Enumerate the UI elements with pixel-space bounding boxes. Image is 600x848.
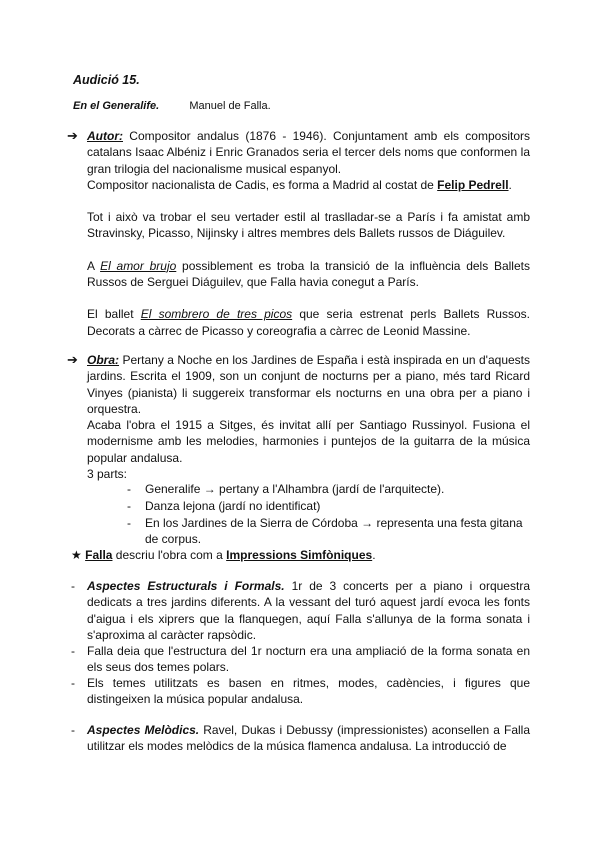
arrow-icon: ➔	[67, 128, 78, 143]
aspectes-melodics	[87, 722, 530, 755]
autor-paragraph	[87, 128, 530, 177]
autor-paragraph-3: Tot i això va trobar el seu vertader estil al traslladar-se a París i fa amistat amb Stravinsky, Picasso, Nijinsky i altres membres dels Ballets russos de Diáguilev.	[87, 210, 530, 241]
autor-label: Autor:	[87, 129, 123, 143]
aspectes-melodics-label: Aspectes Melòdics.	[87, 723, 200, 737]
obra-section	[87, 352, 530, 482]
bullet-dash: -	[127, 482, 131, 496]
parts-label: 3 parts:	[87, 467, 128, 482]
autor-section	[87, 128, 530, 339]
falla-name: Falla	[85, 548, 113, 562]
autor-paragraph-2: Compositor nacionalista de Cadis, es forma a Madrid al costat de Felip Pedrell.	[87, 177, 512, 192]
felip-pedrell: Felip Pedrell	[437, 177, 509, 192]
bullet-dash: -	[127, 516, 131, 530]
el-sombrero-de-tres-picos: El sombrero de tres picos	[140, 307, 293, 322]
part-item: Generalife → pertany a l'Alhambra (jardí de l'arquitecte).	[145, 482, 445, 496]
bullet-dash: -	[71, 676, 75, 690]
part-item: En los Jardines de la Sierra de Córdoba → representa una festa gitana de corpus.	[145, 516, 523, 547]
obra-paragraph: Obra: Pertany a Noche en los Jardines de España i està inspirada en un d'aquests jardins. Escrita el 1909, son un conjunt de nocturns per a piano, més tard Ricard Vinyes (pianista) li suggereix transformar els nocturns en una obra per a piano i orquestra.	[87, 353, 530, 416]
bullet-dash: -	[71, 579, 75, 593]
aspectes-estructurals	[87, 578, 530, 643]
bullet-dash: -	[71, 723, 75, 737]
arrow-icon: ➔	[67, 352, 78, 367]
aspectes-estructurals-label: Aspectes Estructurals i Formals.	[87, 579, 285, 593]
part-item: Danza lejona (jardí no identificat)	[145, 499, 321, 513]
star-line: ★ Falla descriu l'obra com a Impressions Simfòniques.	[71, 548, 376, 562]
estructurals-item: Els temes utilitzats es basen en ritmes, modes, cadències, i figures que distingeixen la música popular andalusa.	[87, 676, 530, 707]
estructurals-paragraph: Aspectes Estructurals i Formals. 1r de 3 concerts per a piano i orquestra dedicats a tres jardins diferents. A la vessant del turó aquest jardí evoca les fonts d'aigua i els xiprers que la flanquegen, aquí Falla s'allunya de la forma sonata i s'aproxima al caràcter rapsòdic.	[87, 579, 530, 642]
impressions-simfoniques: Impressions Simfòniques	[226, 548, 373, 562]
autor-paragraph-5: El ballet El sombrero de tres picos que seria estrenat perls Ballets Russos. Decorats a càrrec de Picasso y coreografia a càrrec de Leonid Massine.	[87, 307, 530, 338]
el-amor-brujo: El amor brujo	[100, 258, 177, 273]
document-title: Audició 15.	[73, 73, 140, 87]
bullet-dash: -	[71, 644, 75, 658]
bullet-dash: -	[127, 499, 131, 513]
obra-paragraph-2: Acaba l'obra el 1915 a Sitges, és invitat allí per Santiago Russinyol. Fusiona el modernisme amb les melodies, harmonies i puntejos de la guitarra de la música popular andalusa.	[87, 418, 530, 465]
melodics-paragraph: Aspectes Melòdics. Ravel, Dukas i Debussy (impressionistes) aconsellen a Falla utilitzar els modes melòdics de la música flamenca andalusa. La introducció de	[87, 723, 531, 754]
estructurals-item: Falla deia que l'estructura del 1r nocturn era una ampliació de la forma sonata en els seus dos temes polars.	[87, 644, 530, 675]
obra-label: Obra:	[87, 353, 120, 367]
autor-text: Compositor andalus (1876 - 1946). Conjuntament amb els compositors catalans Isaac Albéniz i Enric Granados seria el tercer dels noms que conformen la gran trilogia del nacionalisme musical espanyol.	[87, 129, 530, 176]
composer-name: Manuel de Falla.	[189, 100, 271, 112]
autor-paragraph-4: A El amor brujo possiblement es troba la transició de la influència dels Ballets Russos de Serguei Diáguilev, que Falla havia conegut a París.	[87, 258, 530, 290]
subtitle-line	[73, 98, 271, 114]
work-title: En el Generalife.	[73, 100, 160, 112]
star-icon: ★	[71, 548, 82, 562]
